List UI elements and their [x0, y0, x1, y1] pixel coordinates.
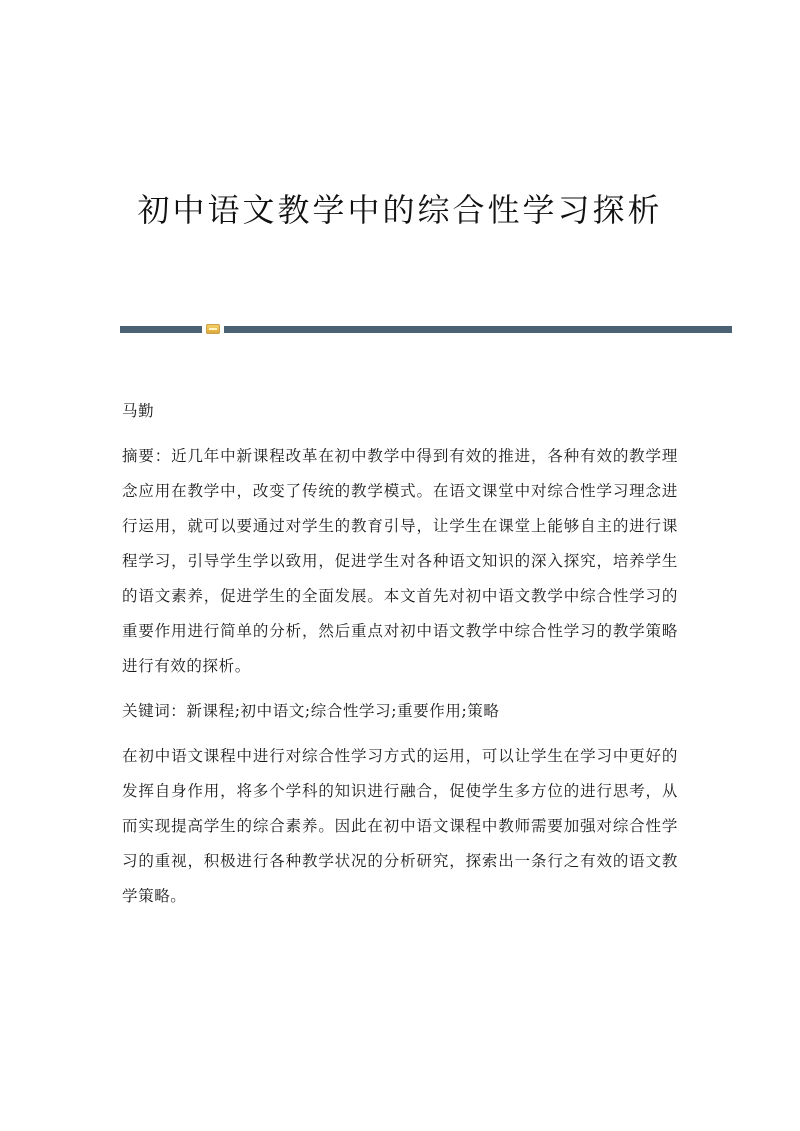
document-body: [122, 394, 678, 914]
title-divider: [120, 324, 732, 334]
pen-icon: [206, 324, 220, 334]
divider-bar-right: [224, 326, 732, 333]
intro-paragraph: 在初中语文课程中进行对综合性学习方式的运用，可以让学生在学习中更好的发挥自身作用，将多个学科的知识进行融合，促使学生多方位的进行思考，从而实现提高学生的综合素养。因此在初中语文课程中教师需要加强对综合性学习的重视，积极进行各种教学状况的分析研究，探索出一条行之有效的语文教学策略。: [122, 747, 678, 905]
divider-bar-left: [120, 326, 202, 333]
document-title: 初中语文教学中的综合性学习探析: [137, 191, 663, 229]
abstract-paragraph: 摘要：近几年中新课程改革在初中教学中得到有效的推进，各种有效的教学理念应用在教学中，改变了传统的教学模式。在语文课堂中对综合性学习理念进行运用，就可以要通过对学生的教育引导，让学生在课堂上能够自主的进行课程学习，引导学生学以致用，促进学生对各种语文知识的深入探究，培养学生的语文素养，促进学生的全面发展。本文首先对初中语文教学中综合性学习的重要作用进行简单的分析，然后重点对初中语文教学中综合性学习的教学策略进行有效的探析。: [122, 447, 678, 675]
keywords-line: 关键词：新课程;初中语文;综合性学习;重要作用;策略: [122, 702, 500, 720]
author-name: 马勤: [122, 402, 155, 420]
